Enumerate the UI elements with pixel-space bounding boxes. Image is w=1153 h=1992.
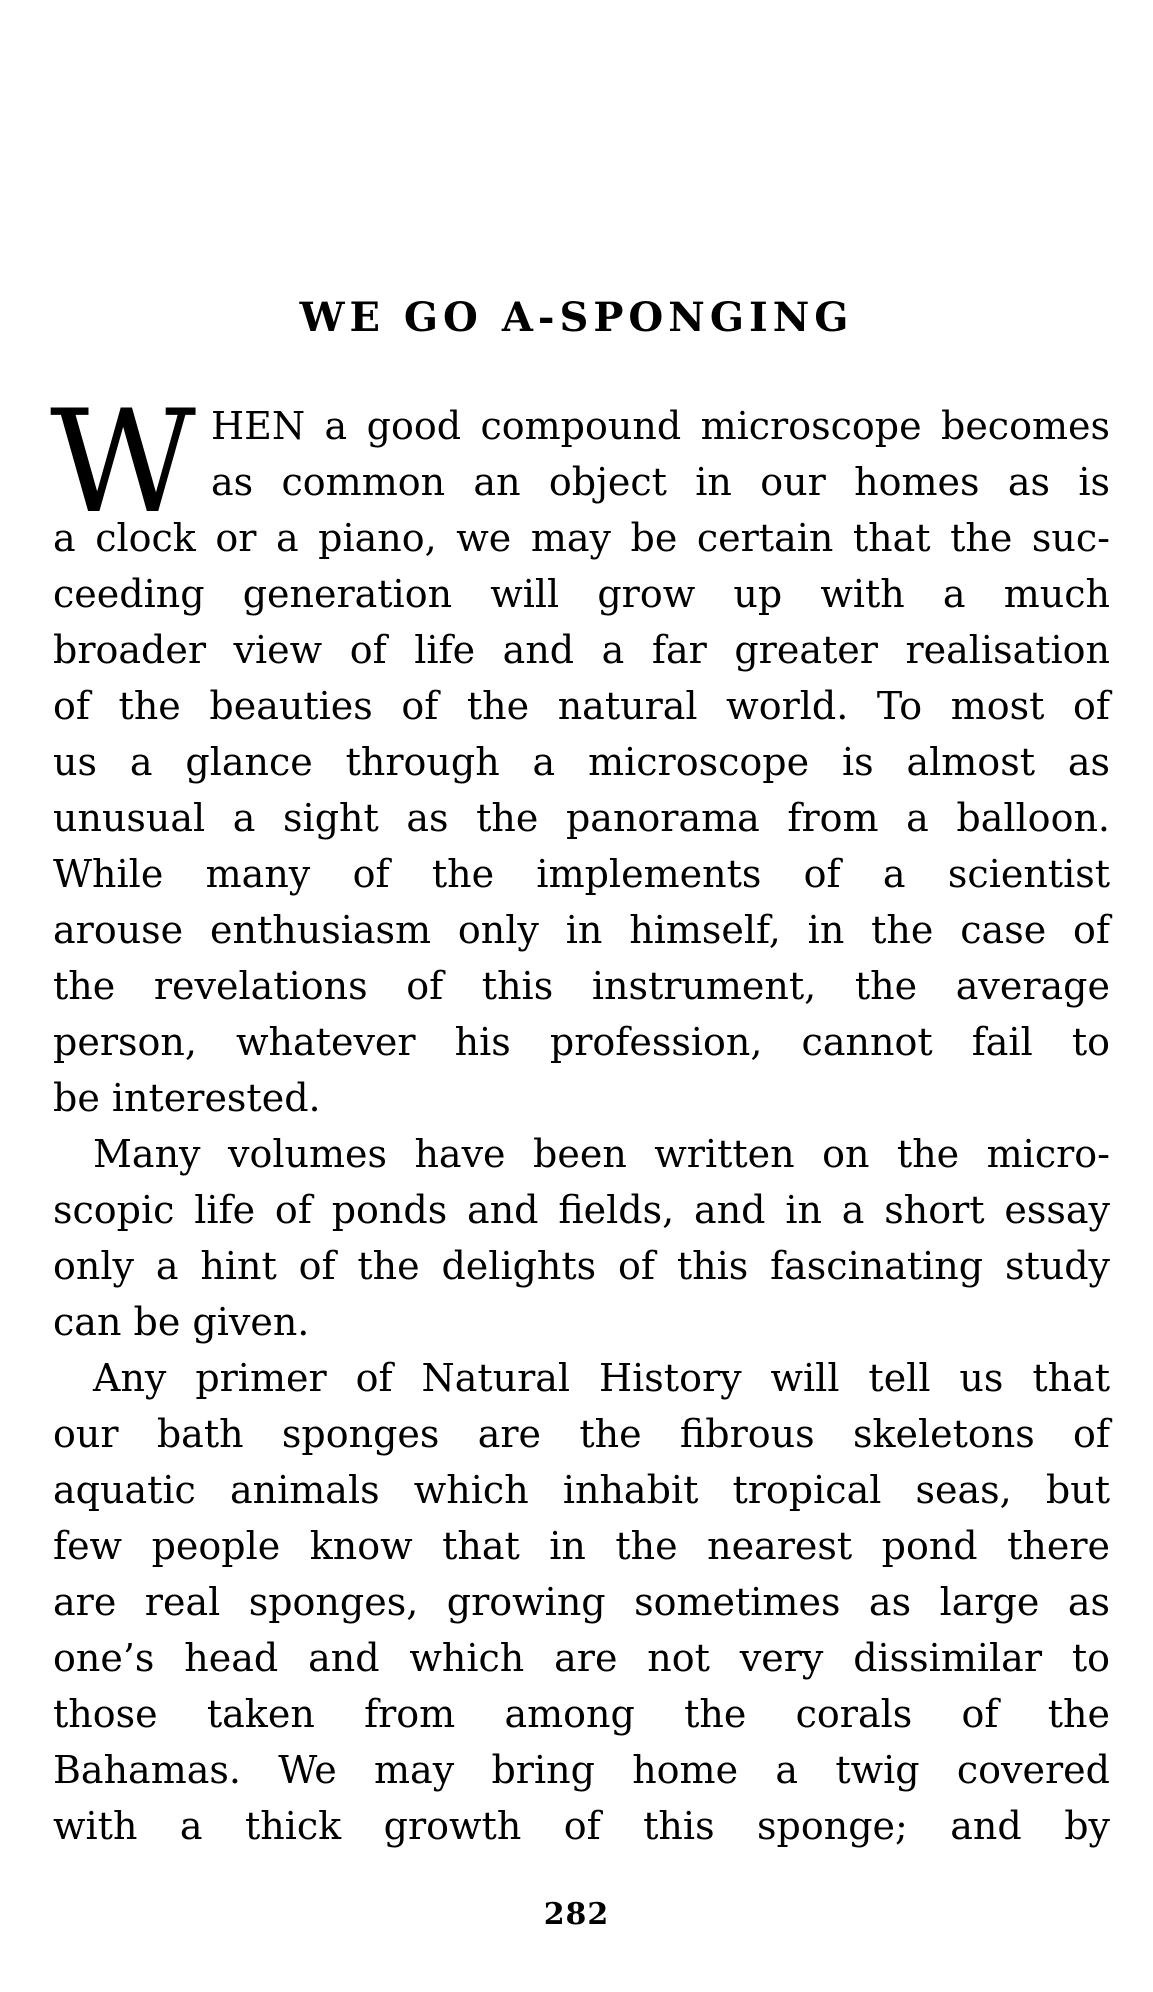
text-line: with a thick growth of this sponge; and by [53, 1804, 1110, 1848]
text-line: arouse enthusiasm only in himself, in the case of [53, 908, 1110, 952]
text-line: broader view of life and a far greater realisation [53, 628, 1110, 672]
text-line: us a glance through a microscope is almost as [53, 740, 1110, 784]
text-line: person, whatever his profession, cannot fail to [53, 1020, 1110, 1064]
text-line: a clock or a piano, we may be certain that the suc- [53, 516, 1110, 560]
text-line: scopic life of ponds and fields, and in a short essay [53, 1188, 1110, 1232]
text-line: one’s head and which are not very dissimilar to [53, 1636, 1110, 1680]
text-line: the revelations of this instrument, the average [53, 964, 1110, 1008]
text-line: as common an object in our homes as is [211, 460, 1110, 504]
text-line: Bahamas. We may bring home a twig covered [53, 1748, 1110, 1792]
text-line: few people know that in the nearest pond there [53, 1524, 1110, 1568]
page-number: 282 [543, 1897, 610, 1932]
text-lines [53, 398, 1110, 1854]
text-line: can be given. [53, 1300, 310, 1344]
text-line: aquatic animals which inhabit tropical seas, but [53, 1468, 1110, 1512]
text-line: are real sponges, growing sometimes as large as [53, 1580, 1110, 1624]
text-line: While many of the implements of a scientist [53, 852, 1110, 896]
text-line: those taken from among the corals of the [53, 1692, 1110, 1736]
text-line: ceeding generation will grow up with a much [53, 572, 1110, 616]
drop-cap-letter: W [50, 380, 196, 545]
text-line: our bath sponges are the fibrous skeletons of [53, 1412, 1110, 1456]
text-line: Any primer of Natural History will tell us that [93, 1356, 1110, 1400]
text-line: of the beauties of the natural world. To most of [53, 684, 1110, 728]
text-line: HEN a good compound microscope becomes [211, 404, 1110, 448]
text-line: unusual a sight as the panorama from a balloon. [53, 796, 1110, 840]
chapter-title: WE GO A-SPONGING [299, 294, 854, 341]
text-line: only a hint of the delights of this fascinating study [53, 1244, 1110, 1288]
text-line: Many volumes have been written on the micro- [93, 1132, 1110, 1176]
text-line: be interested. [53, 1076, 321, 1120]
